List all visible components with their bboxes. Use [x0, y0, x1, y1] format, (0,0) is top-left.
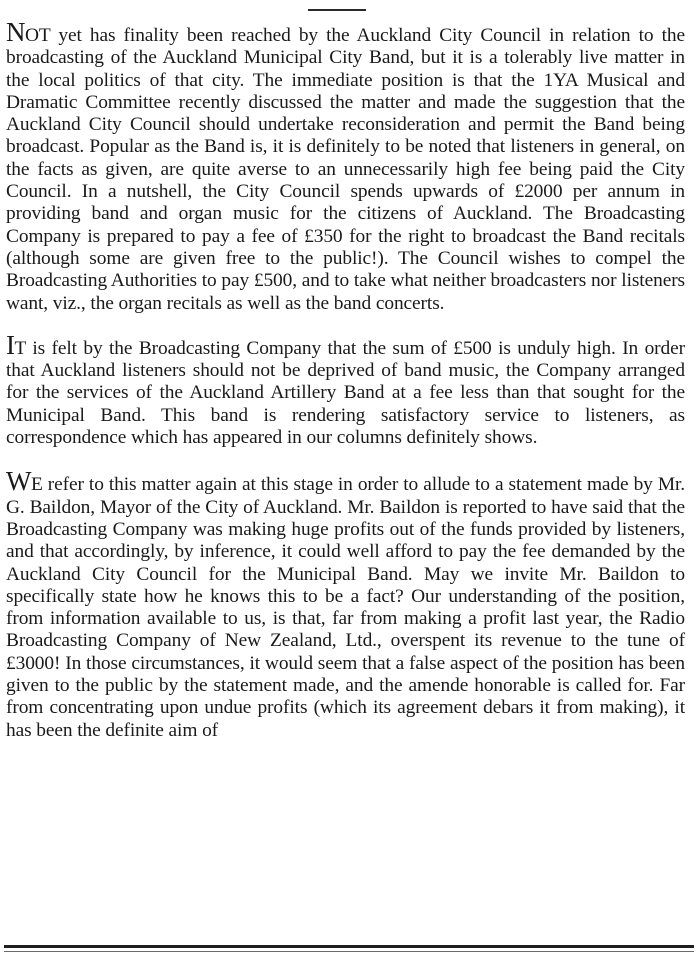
- paragraph-3-text: refer to this matter again at this stage in order to allude to a statement made by Mr. G. Baildon, Mayor of the City of Auckland. Mr. Baildon is reported to have said that the Broadcasting Company was making huge profits out of the funds provided by listeners, and that accordingly, by inference, it could well afford to pay the fee demanded by the Auckland City Council for the Municipal Band. May we invite Mr. Baildon to specifically state how he knows this to be a fact? Our understanding of the position, from information available to us, is that, far from making a profit last year, the Radio Broadcasting Company of New Zealand, Ltd., overspent its revenue to the tune of £3000! In those circumstances, it would seem that a false aspect of the position has been given to the public by the statement made, and the amende honorable is called for. Far from concentrating upon undue profits (which its agreement debars it from making), it has been the definite aim of: [6, 474, 685, 741]
- top-divider-rule: [308, 9, 366, 11]
- article-column: [6, 17, 685, 742]
- paragraph-2-lead: T: [14, 337, 26, 359]
- paragraph-3-lead: E: [30, 474, 43, 496]
- paragraph-2-initial: I: [6, 329, 15, 360]
- paragraph-1: [6, 17, 685, 315]
- paragraph-1-text: yet has finality been reached by the Auckland City Council in relation to the broadcasting of the Auckland Municipal City Band, but it is a tolerably live matter in the local politics of that city. The immediate position is that the 1YA Musical and Dramatic Committee recently discussed the matter and made the suggestion that the Auckland City Council should undertake reconsideration and permit the Band being broadcast. Popular as the Band is, it is definitely to be noted that listeners in general, on the facts as given, are quite averse to an unnecessarily high fee being paid the City Council. In a nutshell, the City Council spends upwards of £2000 per annum in providing band and organ music for the citizens of Auckland. The Broadcasting Company is prepared to pay a fee of £350 for the right to broadcast the Band recitals (although some are given free to the public!). The Council wishes to compel the Broadcasting Authorities to pay £500, and to take what neither broadcasters nor listeners want, viz., the organ recitals as well as the band concerts.: [6, 25, 685, 314]
- paragraph-1-initial: N: [6, 17, 25, 47]
- paragraph-3: [6, 466, 685, 742]
- paragraph-1-lead: OT: [25, 25, 51, 46]
- paragraph-2-text: is felt by the Broadcasting Company that the sum of £500 is unduly high. In order that Auckland listeners should not be deprived of band music, the Company arranged for the services of the Auckland Artillery Band at a fee less than that sought for the Municipal Band. This band is rendering satisfactory service to listeners, as correspondence which has appeared in our columns definitely shows.: [6, 337, 685, 449]
- paragraph-2: [6, 329, 685, 449]
- bottom-divider-rule: [4, 945, 694, 948]
- paragraph-3-initial: W: [6, 466, 31, 497]
- bottom-divider-hairline: [4, 951, 694, 952]
